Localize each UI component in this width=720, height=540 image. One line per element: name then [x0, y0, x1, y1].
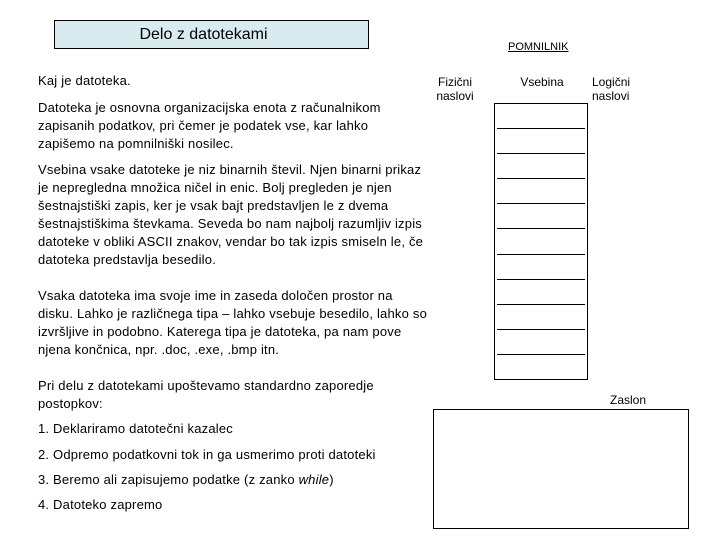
column-logical-addresses: Logični naslovi — [592, 75, 631, 103]
screen-label: Zaslon — [610, 393, 647, 407]
step-3-before: 3. Beremo ali zapisujemo podatke (z zanko — [38, 472, 299, 487]
step-4: 4. Datoteko zapremo — [38, 497, 163, 512]
memory-grid — [494, 103, 588, 380]
memory-cell — [497, 255, 585, 280]
column-physical-addresses: Fizični naslovi — [436, 75, 474, 103]
column-content: Vsebina — [520, 75, 564, 89]
paragraph-definition: Datoteka je osnovna organizacijska enota z računalnikom zapisanih podatkov, pri čemer je podatek vse, kar lahko zapišemo na pomnilniški nosilec. — [38, 100, 381, 151]
paragraph-procedure: Pri delu z datotekami upoštevamo standardno zaporedje postopkov: — [38, 378, 374, 411]
memory-cell — [497, 179, 585, 204]
step-3-italic: while — [298, 472, 330, 487]
title-box — [54, 20, 369, 49]
memory-cell — [497, 204, 585, 229]
memory-cell — [497, 129, 585, 154]
memory-cell — [497, 104, 585, 129]
memory-cell — [497, 355, 585, 379]
memory-cell — [497, 229, 585, 254]
memory-cell — [497, 280, 585, 305]
step-2: 2. Odpremo podatkovni tok in ga usmerimo proti datoteki — [38, 447, 376, 462]
section-heading: Kaj je datoteka. — [38, 73, 131, 88]
memory-cell — [497, 154, 585, 179]
memory-title: POMNILNIK — [508, 41, 569, 53]
screen-box — [433, 409, 689, 529]
page-title: Delo z datotekami — [139, 26, 268, 43]
memory-cell — [497, 305, 585, 330]
paragraph-name-type: Vsaka datoteka ima svoje ime in zaseda določen prostor na disku. Lahko je različnega tipa – lahko vsebuje besedilo, lahko so izvršljive in podobno. Katerega tipa je datoteka, pa nam pove njena končnica, npr. .doc, .exe, .bmp itn. — [38, 288, 427, 357]
memory-cell — [497, 330, 585, 355]
step-3-after: ) — [329, 472, 334, 487]
step-1: 1. Deklariramo datotečni kazalec — [38, 421, 233, 436]
step-3 — [38, 471, 438, 489]
paragraph-content: Vsebina vsake datoteke je niz binarnih števil. Njen binarni prikaz je nepregledna množica ničel in enic. Bolj pregleden je njen šestnajstiški zapis, ker je vsak bajt predstavljen le z dvema šestnajstiškima števkama. Seveda bo nam najbolj razumljiv izpis datoteke v obliki ASCII znakov, vendar bo tak izpis smiseln le, če datoteka predstavlja besedilo. — [38, 162, 424, 267]
